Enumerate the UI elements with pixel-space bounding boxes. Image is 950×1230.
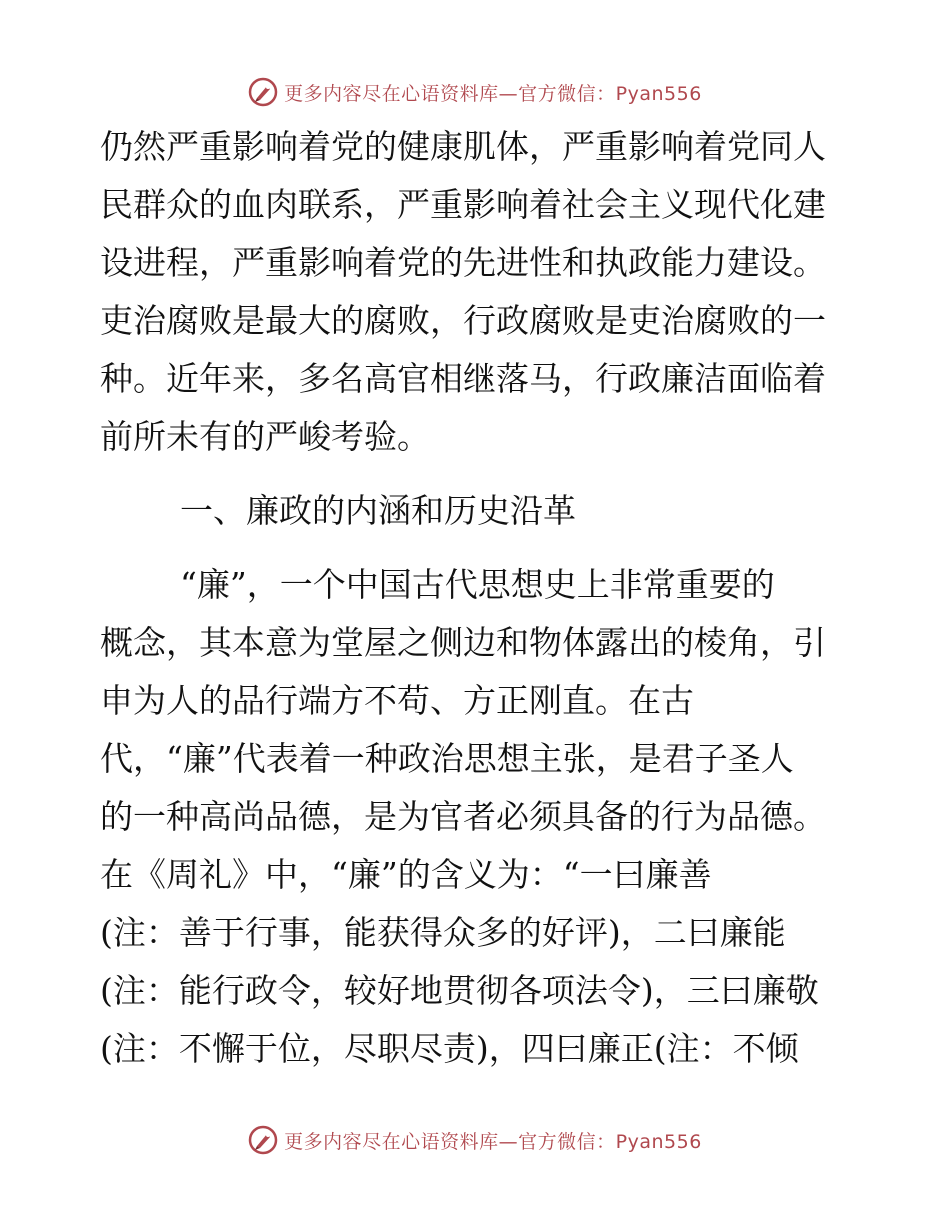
footer-banner-text: 更多内容尽在心语资料库—官方微信：Pyan556: [284, 1130, 702, 1153]
paragraph-line: 代，“廉”代表着一种政治思想主张，是君子圣人: [100, 739, 794, 778]
body-line: 仍然严重影响着党的健康肌体，严重影响着党同人: [100, 127, 826, 166]
paragraph-line: 在《周礼》中，“廉”的含义为：“一曰廉善: [100, 855, 712, 894]
footer-banner: [0, 1120, 950, 1160]
body-line: 设进程，严重影响着党的先进性和执政能力建设。: [100, 243, 826, 282]
pen-nib-logo-icon: [248, 1125, 278, 1155]
body-line: 前所未有的严峻考验。: [100, 417, 430, 456]
header-banner: [0, 72, 950, 112]
paragraph-line: “廉”，一个中国古代思想史上非常重要的: [180, 565, 775, 604]
paragraph-line: 概念，其本意为堂屋之侧边和物体露出的棱角，引: [100, 623, 826, 662]
paragraph-line: (注：能行政令，较好地贯彻各项法令)，三曰廉敬: [100, 971, 819, 1010]
document-body: [100, 118, 852, 1078]
paragraph-line: 申为人的品行端方不苟、方正刚直。在古: [100, 681, 694, 720]
paragraph-line: (注：不懈于位，尽职尽责)，四曰廉正(注：不倾: [100, 1029, 799, 1068]
body-line: 吏治腐败是最大的腐败，行政腐败是吏治腐败的一: [100, 301, 826, 340]
body-line: 种。近年来，多名高官相继落马，行政廉洁面临着: [100, 359, 826, 398]
section-heading: 一、廉政的内涵和历史沿革: [180, 491, 576, 530]
paragraph-line: (注：善于行事，能获得众多的好评)，二曰廉能: [100, 913, 786, 952]
paragraph-line: 的一种高尚品德，是为官者必须具备的行为品德。: [100, 797, 826, 836]
header-banner-text: 更多内容尽在心语资料库—官方微信：Pyan556: [284, 82, 702, 105]
pen-nib-logo-icon: [248, 77, 278, 107]
body-line: 民群众的血肉联系，严重影响着社会主义现代化建: [100, 185, 826, 224]
